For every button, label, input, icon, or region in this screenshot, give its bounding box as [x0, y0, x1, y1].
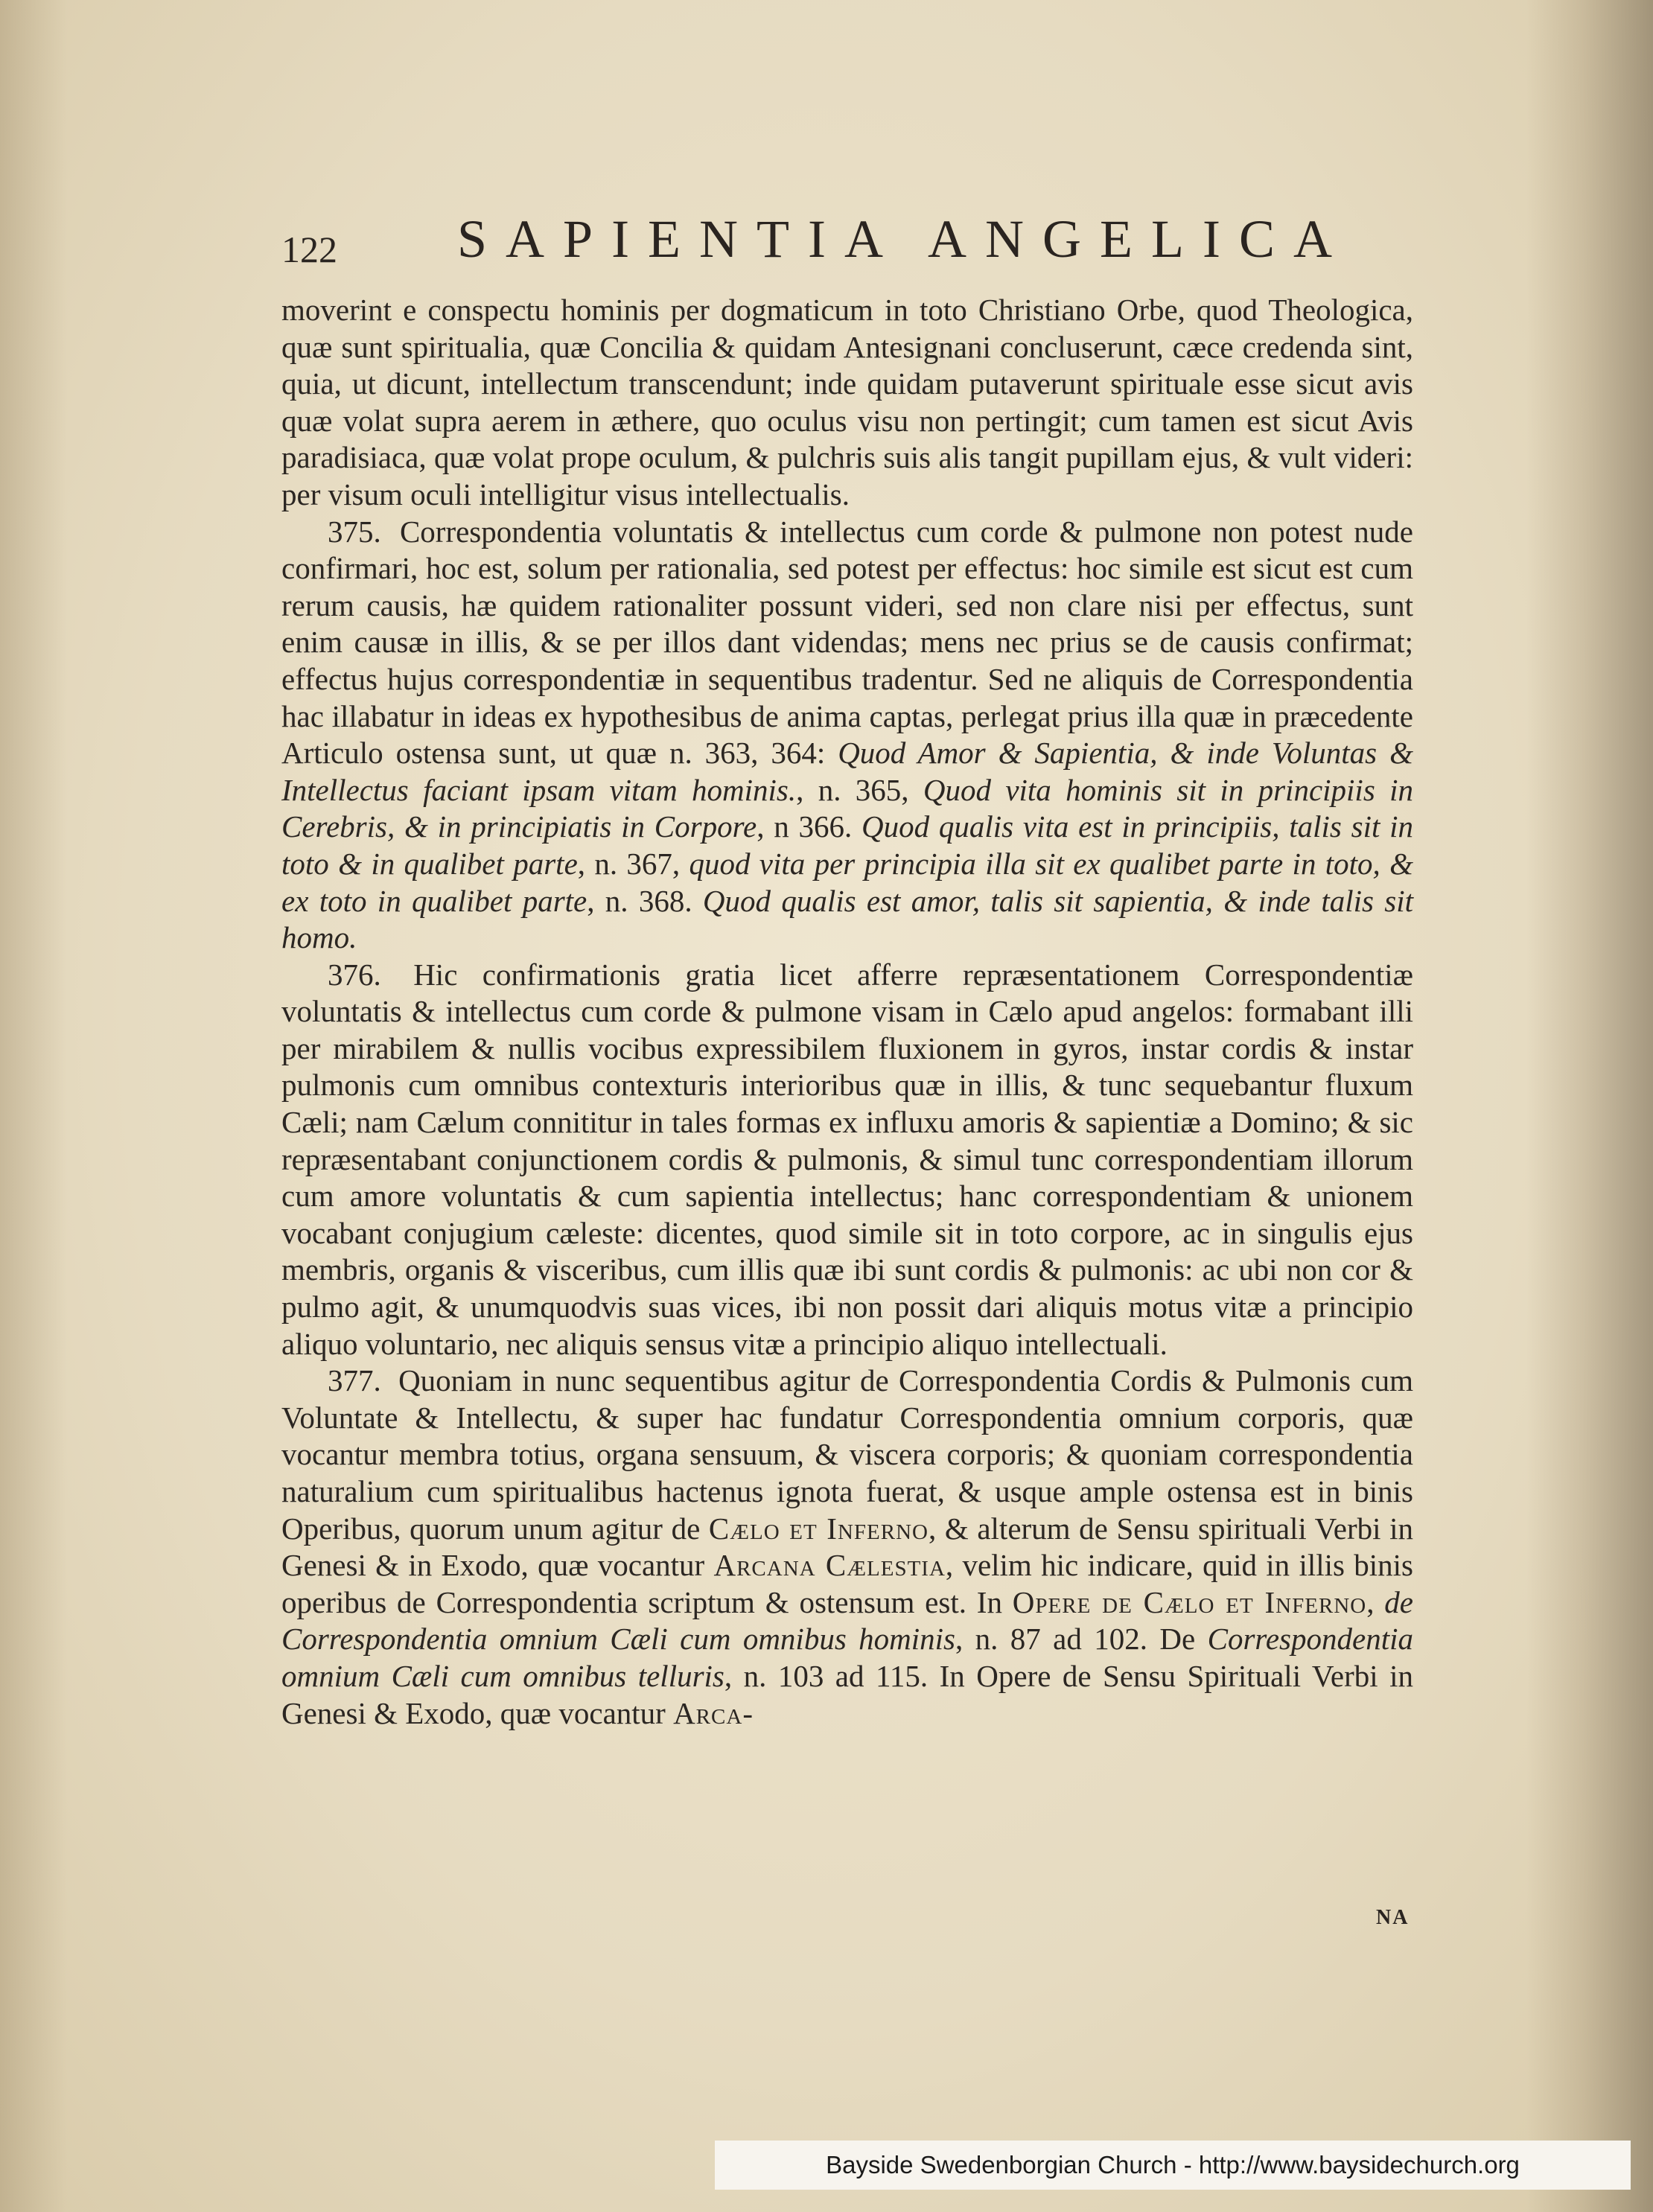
text-segment: Quod Amor & Sapientia, & inde Voluntas & Intellectus faciant ipsam vitam hominis. [281, 736, 1413, 807]
running-title: SAPIENTIA ANGELICA [457, 209, 1351, 269]
paragraph-number: 375. [328, 514, 381, 549]
page-gutter-shadow [1526, 0, 1653, 2212]
paragraph-number: 377. [328, 1363, 381, 1398]
text-segment: , n. 368. [587, 883, 703, 918]
text-segment: , n. 367, [577, 846, 689, 881]
text-segment: Cælo et Inferno [708, 1511, 929, 1546]
text-segment: de Correspondentia omnium Cæli cum omnibus hominis [281, 1584, 1413, 1657]
page-header [281, 208, 1413, 268]
text-segment: , n 366. [757, 809, 861, 844]
catchword: NA [1376, 1906, 1410, 1929]
text-segment: Quod qualis est amor, talis sit sapientia, & inde talis sit homo. [281, 883, 1413, 955]
text-segment: , n. 365, [796, 772, 923, 807]
text-segment: Quod vita hominis sit in principiis in Cerebris, & in principiatis in Corpore [281, 772, 1414, 844]
paragraph-377 [281, 1362, 1413, 1732]
text-segment: Opere de Cælo et Inferno [1012, 1584, 1367, 1619]
page-number: 122 [281, 229, 337, 270]
text-segment: Arca- [673, 1695, 754, 1730]
page-edge-shadow-left [0, 0, 67, 2212]
paragraph-375 [281, 514, 1413, 957]
body-text [281, 292, 1413, 1732]
text-segment: , velim hic indicare, quid in illis binis operibus de Correspondentia scriptum & ostensum est. In [281, 1548, 1413, 1619]
text-segment: Arcana Cælestia [713, 1548, 946, 1583]
text-segment: Hic confirmationis gratia licet afferre repræsentationem Correspondentiæ voluntatis & intellectus cum corde & pulmone visam in Cælo apud angelos: formabant illi per mirabilem & nullis vocibus expressibilem fluxionem in gyros, instar cordis & instar pulmonis cum omnibus contexturis interioribus quæ in illis, & tunc sequebantur fluxum Cæli; nam Cælum connititur in tales formas ex influxu amoris & sapientiæ a Domino; & sic repræsentabant conjunctionem cordis & pulmonis, & simul tunc correspondentiam illorum cum amore voluntatis & cum sapientia intellectus; hanc correspondentiam & unionem vocabant conjugium cæleste: dicentes, quod simile sit in toto corpore, ac in singulis ejus membris, organis & visceribus, cum illis quæ ibi sunt cordis & pulmonis: ac ubi non cor & pulmo agit, & unumquodvis suas vices, ibi non possit dari aliquis motus vitæ a principio aliquo voluntario, nec aliquis sensus vitæ a principio aliquo intellectuali. [281, 957, 1414, 1361]
text-segment: moverint e conspectu hominis per dogmaticum in toto Christiano Orbe, quod Theologica, quæ sunt spiritualia, quæ Concilia & quidam Antesignani concluserunt, cæce credenda sint, quia, ut dicunt, intellectum transcendunt; inde quidam putaverunt spirituale esse sicut avis quæ volat supra aerem in æthere, quo oculus visu non pertingit; cum tamen est sicut Avis paradisiaca, quæ volat prope oculum, & pulchris suis alis tangit pupillam ejus, & vult videri: per visum oculi intelligitur visus intellectualis. [281, 293, 1413, 511]
paragraph-376 [281, 957, 1413, 1363]
text-segment: Correspondentia voluntatis & intellectus cum corde & pulmone non potest nude confirmari, hoc est, solum per rationalia, sed potest per effectus: hoc simile est sicut est cum rerum causis, hæ quidem rationaliter possunt videri, sed non clare nisi per effectus, sunt enim causæ in illis, & se per illos dant videndas; mens nec prius se de causis confirmat; effectus hujus correspondentiæ in sequentibus tradentur. Sed ne aliquis de Correspondentia hac illabatur in ideas ex hypothesibus de anima captas, perlegat prius illa quæ in præcedente Articulo ostensa sunt, ut quæ n. 363, 364: [281, 514, 1413, 771]
text-segment: quod vita per principia illa sit ex qualibet parte in toto, & ex toto in qualibet parte [281, 846, 1414, 918]
text-segment: Correspondentia omnium Cæli cum omnibus telluris [281, 1622, 1413, 1693]
text-segment: , n. 87 ad 102. De [955, 1622, 1208, 1657]
text-segment: , & alterum de Sensu spirituali Verbi in Genesi & in Exodo, quæ vocantur [281, 1511, 1413, 1583]
watermark-banner: Bayside Swedenborgian Church - http://www.baysidechurch.org [715, 2141, 1631, 2190]
paragraph-continuation [281, 292, 1413, 514]
text-segment: Quoniam in nunc sequentibus agitur de Correspondentia Cordis & Pulmonis cum Voluntate & Intellectu, & super hac fundatur Correspondentia omnium corporis, quæ vocantur membra totius, organa sensuum, & viscera corporis; & quoniam correspondentia naturalium cum spiritualibus hactenus ignota fuerat, & usque ample ostensa est in binis Operibus, quorum unum agitur de [281, 1363, 1413, 1546]
text-segment: , n. 103 ad 115. In Opere de Sensu Spirituali Verbi in Genesi & Exodo, quæ vocantur [281, 1658, 1413, 1730]
text-segment: Quod qualis vita est in principiis, talis sit in toto & in qualibet parte [281, 809, 1413, 881]
paragraph-number: 376. [328, 957, 381, 992]
text-segment: , [1366, 1584, 1385, 1619]
